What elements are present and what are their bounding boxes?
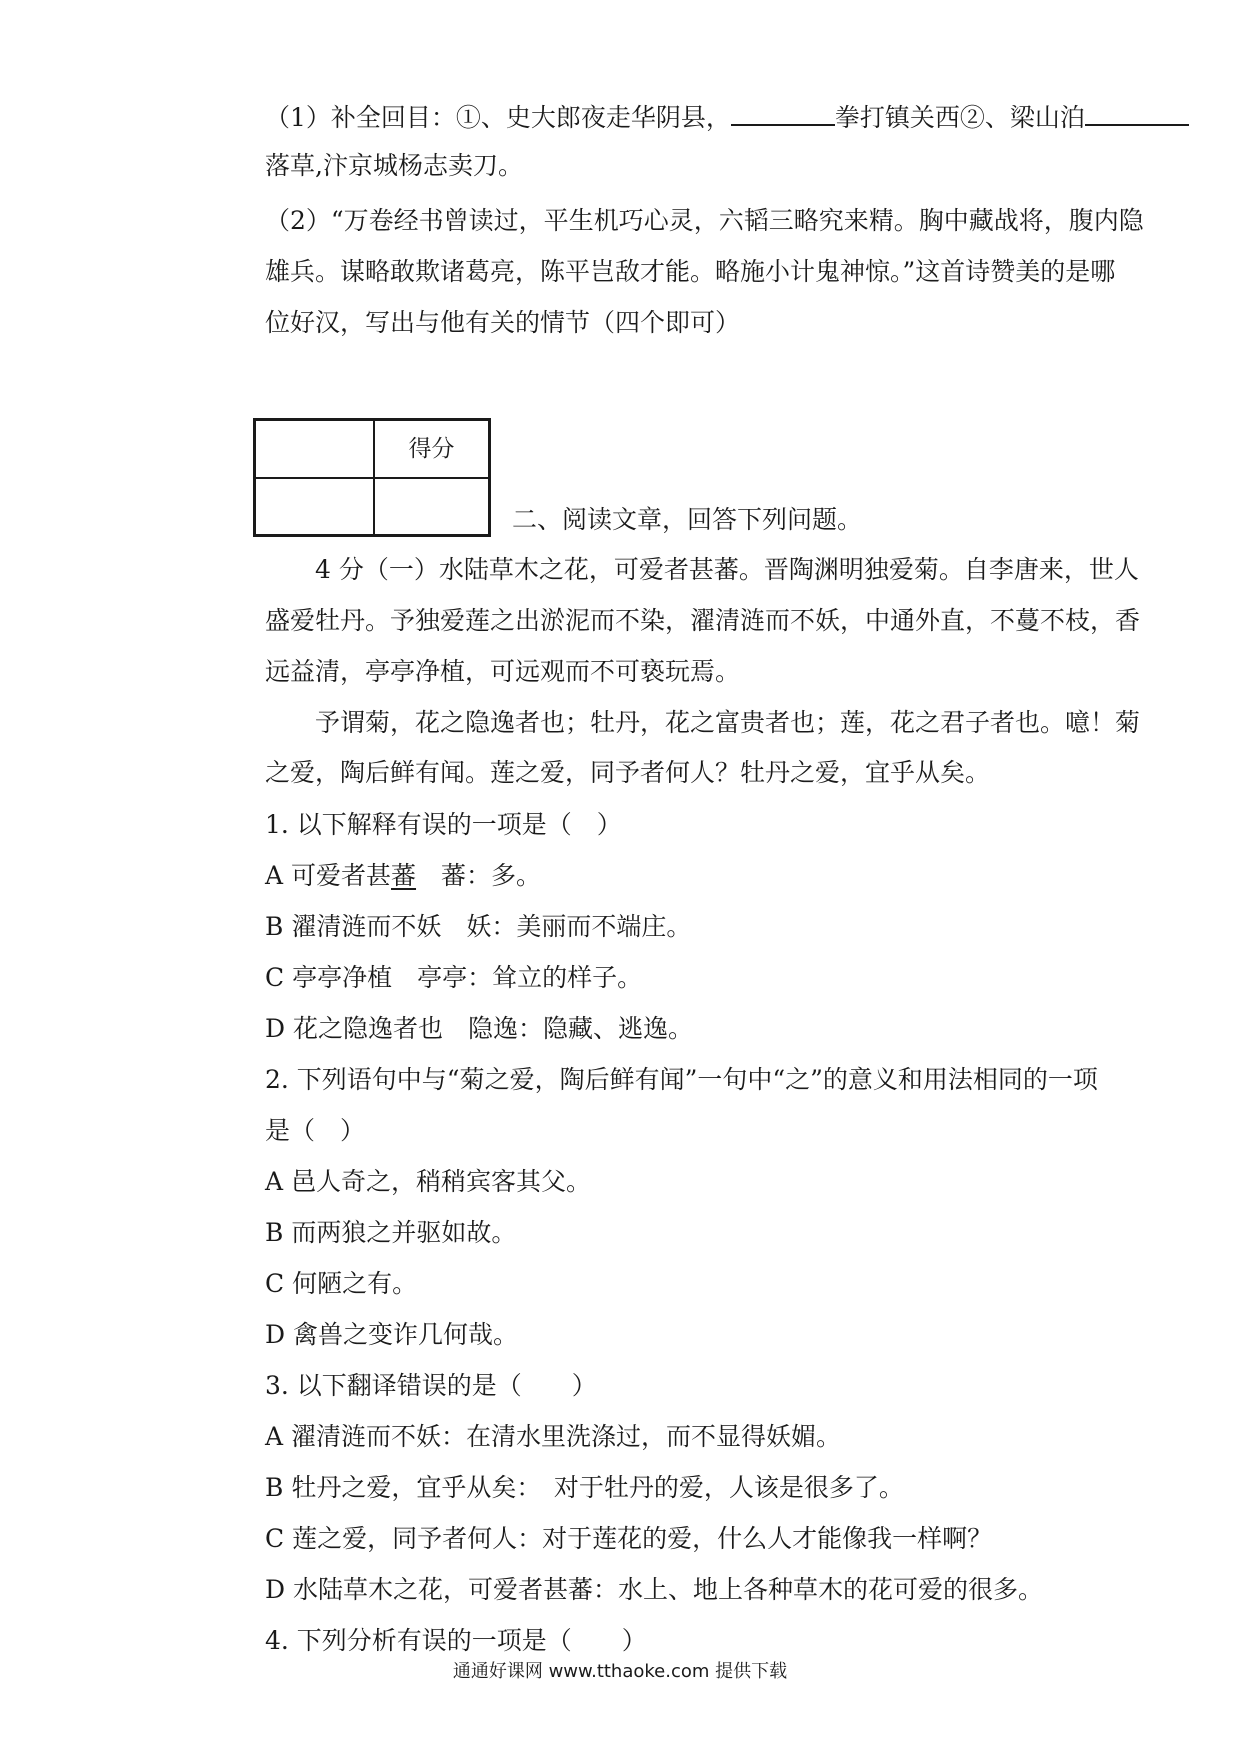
score-table [253,418,491,537]
text-segment: （1）补全回目：①、史大郎夜走华阴县， [265,103,731,132]
text-segment: 拳打镇关西②、梁山泊 [834,103,1085,132]
underlined-word: 蕃 [391,861,417,890]
question-4-stem: 4. 下列分析有误的一项是（ ） [265,1626,647,1655]
poem-question-line-2: 雄兵。谋略敢欺诸葛亮，陈平岂敌才能。略施小计鬼神惊。”这首诗赞美的是哪 [265,257,1116,286]
question-3-option-a: A 濯清涟而不妖：在清水里洗涤过，而不显得妖媚。 [265,1422,842,1451]
question-2-option-d: D 禽兽之变诈几何哉。 [265,1320,518,1349]
table-divider-horizontal [256,477,488,479]
question-1-stem: 1. 以下解释有误的一项是（ ） [265,810,622,839]
question-2-stem-line-2: 是（ ） [265,1116,366,1145]
question-3-stem: 3. 以下翻译错误的是（ ） [265,1371,597,1400]
text-segment: A 可爱者甚 [265,861,392,890]
question-3-option-b: B 牡丹之爱，宜乎从矣： 对于牡丹的爱，人该是很多了。 [265,1473,904,1502]
question-3-option-d: D 水陆草木之花，可爱者甚蕃：水上、地上各种草木的花可爱的很多。 [265,1575,1043,1604]
answer-blank-1[interactable] [731,100,835,126]
fill-blank-line-1 [265,100,1189,133]
section-title: 二、阅读文章，回答下列问题。 [512,505,863,534]
passage-line-3: 远益清，亭亭净植，可远观而不可亵玩焉。 [265,657,741,686]
question-1-option-c: C 亭亭净植 亭亭：耸立的样子。 [265,963,643,992]
passage-line-5: 之爱，陶后鲜有闻。莲之爱，同予者何人？牡丹之爱，宜乎从矣。 [265,758,991,787]
question-1-option-b: B 濯清涟而不妖 妖：美丽而不端庄。 [265,912,692,941]
question-2-option-a: A 邑人奇之，稍稍宾客其父。 [265,1167,592,1196]
question-2-stem-line-1: 2. 下列语句中与“菊之爱，陶后鲜有闻”一句中“之”的意义和用法相同的一项 [265,1065,1098,1094]
poem-question-line-3: 位好汉，写出与他有关的情节（四个即可） [265,308,741,337]
question-2-option-b: B 而两狼之并驱如故。 [265,1218,517,1247]
question-1-option-d: D 花之隐逸者也 隐逸：隐藏、逃逸。 [265,1014,693,1043]
fill-blank-line-2: 落草,汴京城杨志卖刀。 [265,151,523,180]
question-1-option-a [265,861,541,891]
answer-blank-2[interactable] [1085,100,1189,126]
passage-line-2: 盛爱牡丹。予独爱莲之出淤泥而不染，濯清涟而不妖，中通外直，不蔓不枝，香 [265,606,1141,635]
text-segment: 蕃：多。 [416,861,542,890]
question-3-option-c: C 莲之爱，同予者何人：对于莲花的爱，什么人才能像我一样啊？ [265,1524,993,1553]
passage-line-4: 予谓菊，花之隐逸者也；牡丹，花之富贵者也；莲，花之君子者也。噫！菊 [315,708,1141,737]
page-footer: 通通好课网 www.tthaoke.com 提供下载 [452,1661,788,1682]
score-label: 得分 [408,436,455,462]
question-2-option-c: C 何陋之有。 [265,1269,418,1298]
passage-line-1: 4 分（一）水陆草木之花，可爱者甚蕃。晋陶渊明独爱菊。自李唐来，世人 [315,555,1139,584]
poem-question-line-1: （2）“万卷经书曾读过，平生机巧心灵，六韬三略究来精。胸中藏战将，腹内隐 [265,206,1144,235]
